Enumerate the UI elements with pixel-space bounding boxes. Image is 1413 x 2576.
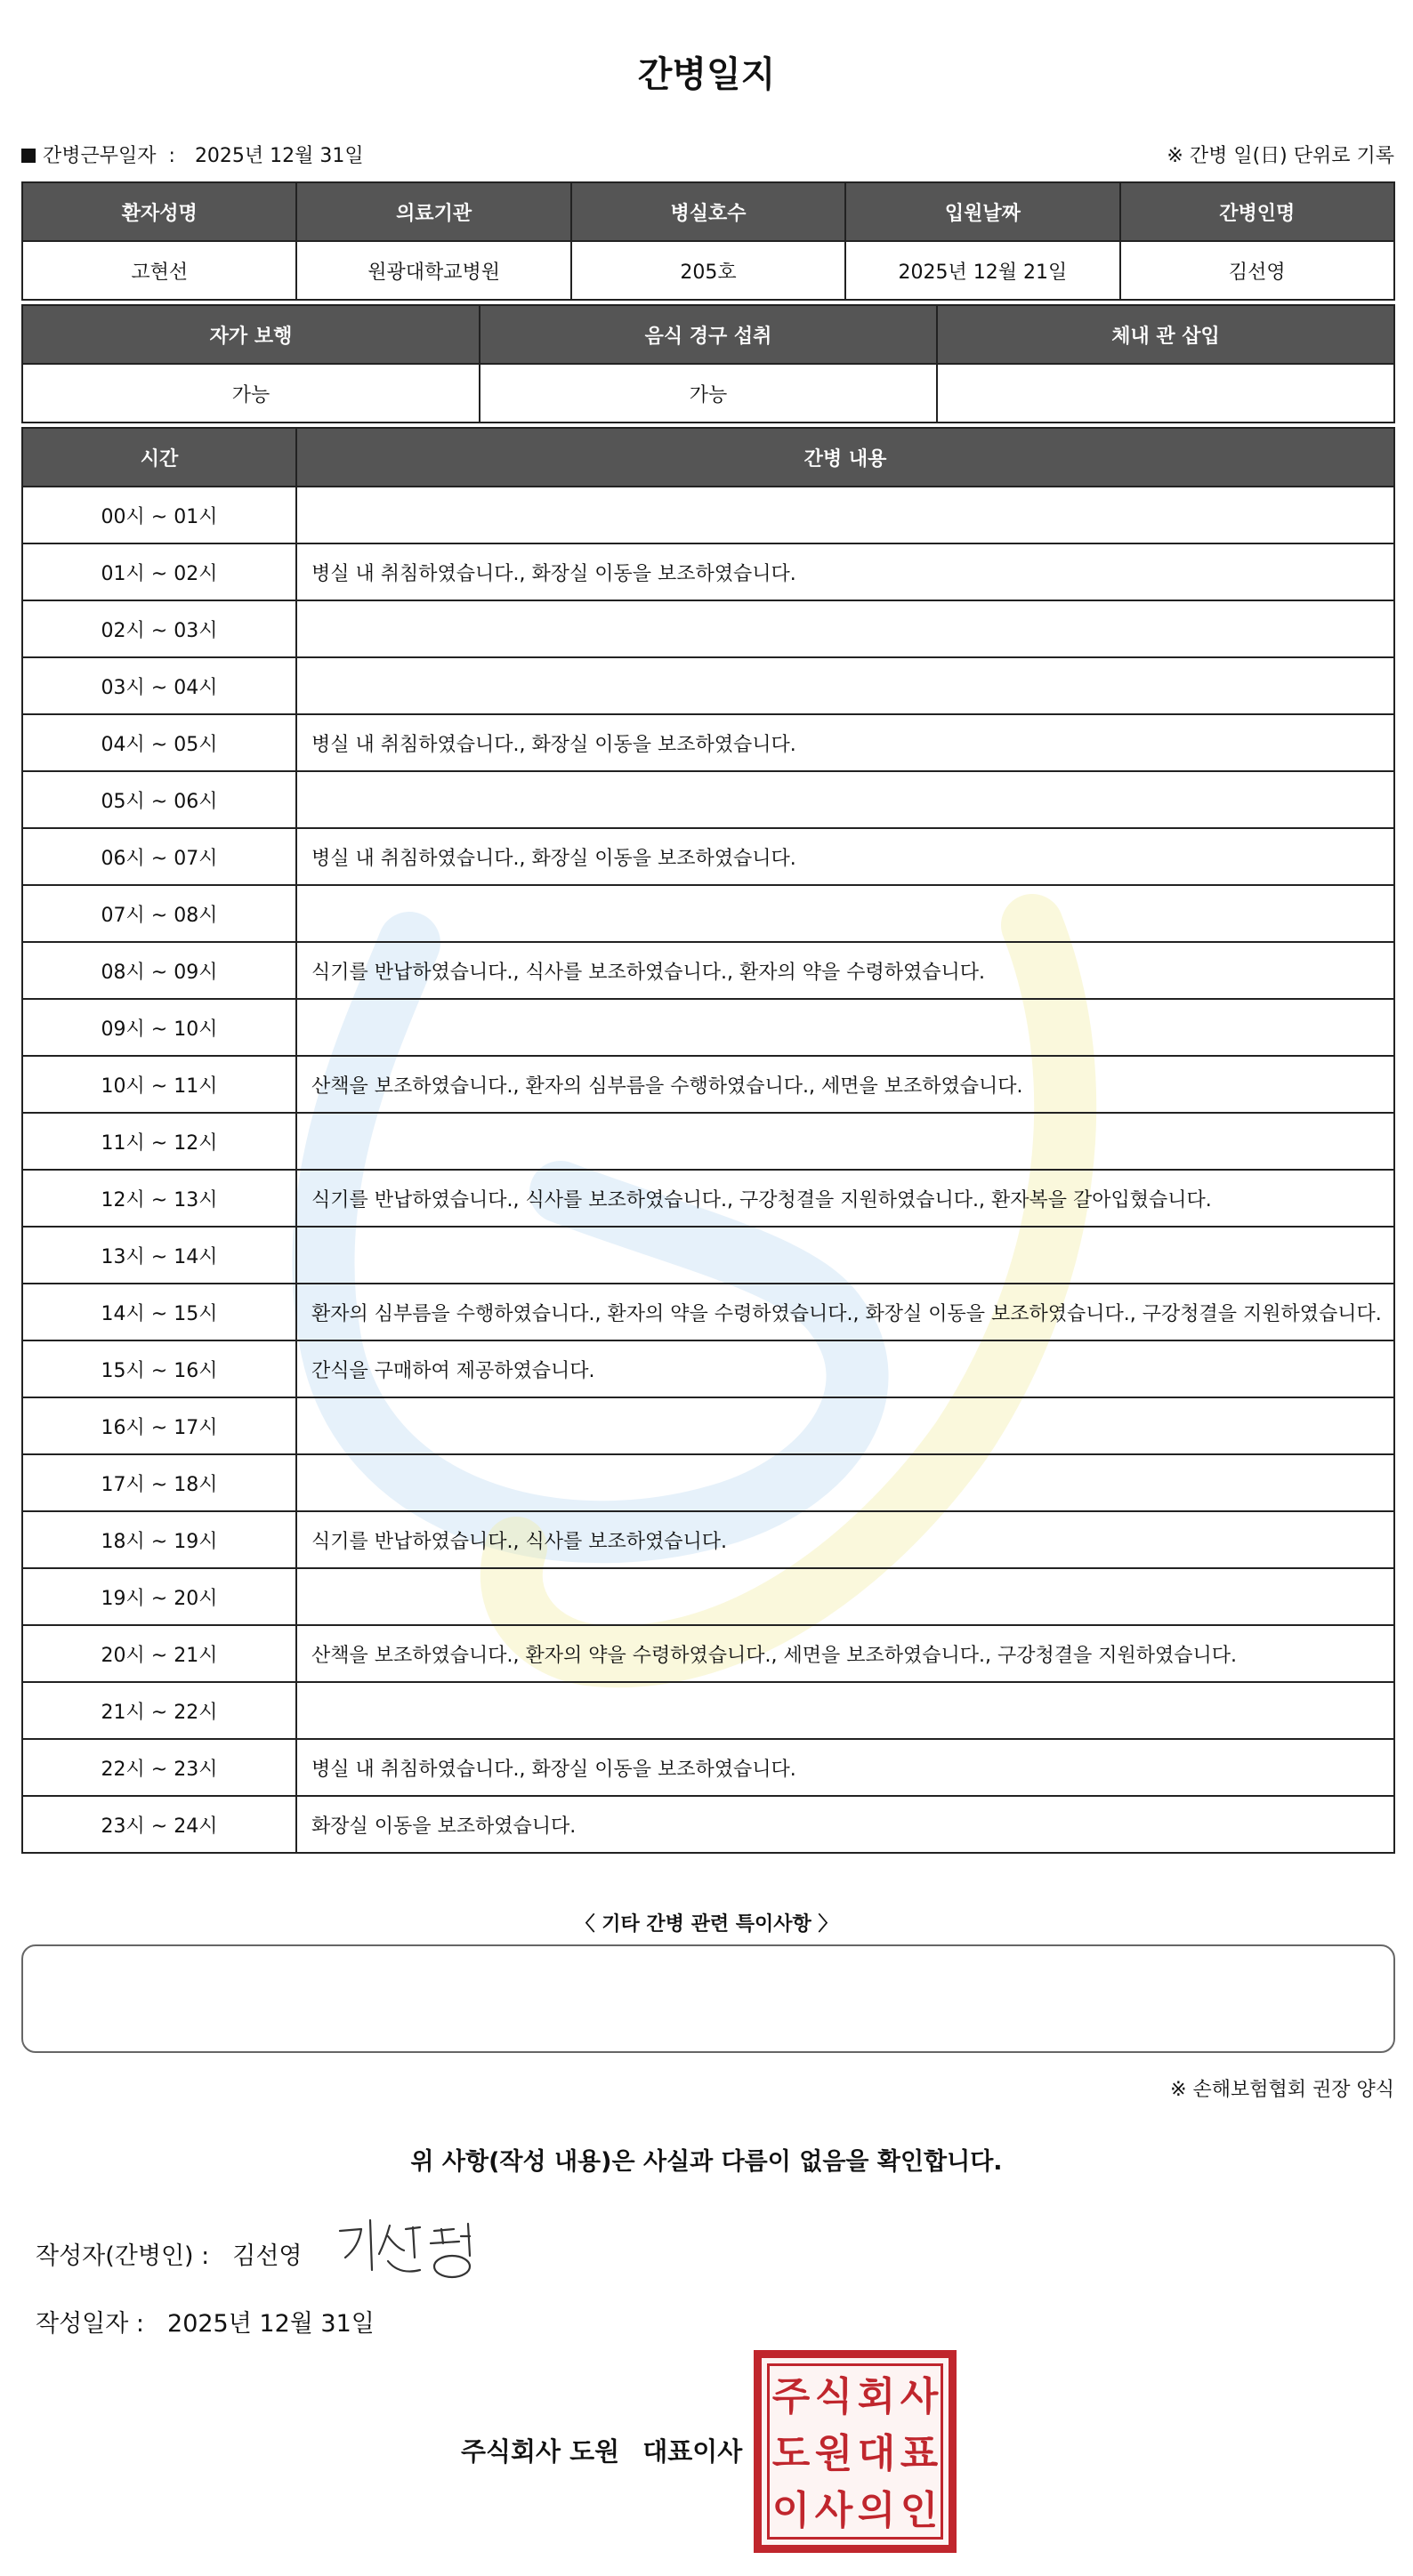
company-line (461, 2432, 742, 2468)
confirmation-statement: 위 사항(작성 내용)은 사실과 다름이 없음을 확인합니다. (410, 2148, 1003, 2176)
time-cell: 17시 ~ 18시 (22, 1454, 296, 1511)
table-row (22, 1568, 1394, 1625)
time-cell: 23시 ~ 24시 (22, 1796, 296, 1853)
time-cell: 12시 ~ 13시 (22, 1170, 296, 1227)
care-content-cell (296, 1227, 1394, 1284)
time-cell: 16시 ~ 17시 (22, 1397, 296, 1454)
header-hospital: 의료기관 (296, 182, 570, 241)
time-cell: 21시 ~ 22시 (22, 1682, 296, 1739)
table-row (22, 1454, 1394, 1511)
table-row (22, 1056, 1394, 1113)
care-content-cell (296, 999, 1394, 1056)
care-content-cell: 간식을 구매하여 제공하였습니다. (296, 1340, 1394, 1397)
table-row (22, 999, 1394, 1056)
care-content-cell (296, 600, 1394, 657)
time-cell: 06시 ~ 07시 (22, 828, 296, 885)
patient-name: 고현선 (22, 241, 296, 300)
page-title: 간병일지 (637, 54, 776, 95)
writer-line (36, 2236, 303, 2271)
care-content-cell (296, 657, 1394, 714)
admission-date: 2025년 12월 21일 (845, 241, 1119, 300)
time-cell: 19시 ~ 20시 (22, 1568, 296, 1625)
table-row (22, 942, 1394, 999)
square-bullet-icon (21, 149, 36, 163)
care-content-cell: 환자의 심부름을 수행하였습니다., 환자의 약을 수령하였습니다., 화장실 이동을 보조하였습니다., 구강청결을 지원하였습니다. (296, 1284, 1394, 1340)
table-row (22, 1340, 1394, 1397)
care-content-cell (296, 1113, 1394, 1170)
seal-char: 원 (814, 2431, 853, 2476)
table-row (22, 771, 1394, 828)
company-seal-stamp (754, 2350, 957, 2553)
care-content-cell (296, 1454, 1394, 1511)
handwritten-signature (335, 2211, 486, 2284)
hospital-name: 원광대학교병원 (296, 241, 570, 300)
care-content-cell (296, 885, 1394, 942)
seal-char: 인 (900, 2488, 939, 2533)
table-row (22, 1113, 1394, 1170)
caregiver-name: 김선영 (1120, 241, 1394, 300)
table-row (22, 1397, 1394, 1454)
table-row (22, 1739, 1394, 1796)
time-cell: 13시 ~ 14시 (22, 1227, 296, 1284)
time-cell: 07시 ~ 08시 (22, 885, 296, 942)
care-content-cell: 식기를 반납하였습니다., 식사를 보조하였습니다. (296, 1511, 1394, 1568)
written-date-value: 2025년 12월 31일 (167, 2310, 375, 2338)
header-oral-intake: 음식 경구 섭취 (480, 305, 937, 364)
table-row (22, 487, 1394, 543)
table-row (22, 1682, 1394, 1739)
time-cell: 22시 ~ 23시 (22, 1739, 296, 1796)
ability-table (21, 304, 1395, 423)
seal-row (771, 2486, 940, 2536)
time-cell: 02시 ~ 03시 (22, 600, 296, 657)
seal-char: 표 (900, 2431, 939, 2476)
time-cell: 09시 ~ 10시 (22, 999, 296, 1056)
seal-row (771, 2429, 940, 2479)
care-content-cell: 산책을 보조하였습니다., 환자의 심부름을 수행하였습니다., 세면을 보조하였습니다. (296, 1056, 1394, 1113)
care-content-cell (296, 1568, 1394, 1625)
care-content-cell: 식기를 반납하였습니다., 식사를 보조하였습니다., 환자의 약을 수령하였습니다. (296, 942, 1394, 999)
seal-row (771, 2372, 940, 2422)
care-content-cell: 화장실 이동을 보조하였습니다. (296, 1796, 1394, 1853)
time-cell: 15시 ~ 16시 (22, 1340, 296, 1397)
table-row (22, 1284, 1394, 1340)
work-date-value: 2025년 12월 31일 (194, 145, 364, 167)
care-content-cell: 병실 내 취침하였습니다., 화장실 이동을 보조하였습니다. (296, 543, 1394, 600)
table-row (22, 885, 1394, 942)
time-cell: 10시 ~ 11시 (22, 1056, 296, 1113)
form-source-note: ※ 손해보험협회 권장 양식 (1170, 2079, 1394, 2101)
time-cell: 03시 ~ 04시 (22, 657, 296, 714)
unit-note: ※ 간병 일(日) 단위로 기록 (1167, 145, 1394, 167)
table-row (22, 1170, 1394, 1227)
header-caregiver-name: 간병인명 (1120, 182, 1394, 241)
care-content-cell (296, 1397, 1394, 1454)
table-row (22, 1227, 1394, 1284)
company-name: 주식회사 도원 (461, 2436, 620, 2467)
time-cell: 11시 ~ 12시 (22, 1113, 296, 1170)
time-cell: 05시 ~ 06시 (22, 771, 296, 828)
special-notes-title: 〈 기타 간병 관련 특이사항 〉 (575, 1913, 838, 1936)
special-notes-box (21, 1944, 1395, 2053)
table-row (22, 1511, 1394, 1568)
writer-label: 작성자(간병인) : (36, 2242, 210, 2270)
table-row (22, 1625, 1394, 1682)
written-date-label: 작성일자 : (36, 2310, 145, 2338)
seal-char: 사 (814, 2488, 853, 2533)
tube-insertion-value (937, 364, 1394, 423)
representative-title: 대표이사 (642, 2436, 743, 2467)
care-content-cell: 식기를 반납하였습니다., 식사를 보조하였습니다., 구강청결을 지원하였습니다., 환자복을 갈아입혔습니다. (296, 1170, 1394, 1227)
care-content-cell (296, 487, 1394, 543)
care-content-cell (296, 771, 1394, 828)
seal-char: 회 (857, 2374, 896, 2419)
table-row (22, 543, 1394, 600)
seal-char: 도 (771, 2431, 811, 2476)
header-admission-date: 입원날짜 (845, 182, 1119, 241)
patient-info-table (21, 181, 1395, 301)
care-content-cell: 병실 내 취침하였습니다., 화장실 이동을 보조하였습니다. (296, 714, 1394, 771)
time-cell: 18시 ~ 19시 (22, 1511, 296, 1568)
header-care-content: 간병 내용 (296, 428, 1394, 487)
time-cell: 00시 ~ 01시 (22, 487, 296, 543)
room-number: 205호 (571, 241, 845, 300)
seal-char: 사 (900, 2374, 939, 2419)
header-patient-name: 환자성명 (22, 182, 296, 241)
table-row (22, 714, 1394, 771)
seal-char: 의 (857, 2488, 896, 2533)
table-row (22, 600, 1394, 657)
seal-char: 이 (771, 2488, 811, 2533)
time-cell: 01시 ~ 02시 (22, 543, 296, 600)
header-self-walking: 자가 보행 (22, 305, 480, 364)
time-cell: 08시 ~ 09시 (22, 942, 296, 999)
time-cell: 20시 ~ 21시 (22, 1625, 296, 1682)
header-room: 병실호수 (571, 182, 845, 241)
care-content-cell: 산책을 보조하였습니다., 환자의 약을 수령하였습니다., 세면을 보조하였습니다., 구강청결을 지원하였습니다. (296, 1625, 1394, 1682)
seal-char: 대 (857, 2431, 896, 2476)
table-row (22, 828, 1394, 885)
time-cell: 04시 ~ 05시 (22, 714, 296, 771)
header-time: 시간 (22, 428, 296, 487)
seal-char: 주 (771, 2374, 811, 2419)
care-content-cell: 병실 내 취침하였습니다., 화장실 이동을 보조하였습니다. (296, 1739, 1394, 1796)
table-row (22, 1796, 1394, 1853)
work-date-label: 간병근무일자 (43, 145, 157, 167)
written-date-line (36, 2304, 375, 2339)
time-cell: 14시 ~ 15시 (22, 1284, 296, 1340)
care-content-cell (296, 1682, 1394, 1739)
header-tube-insertion: 체내 관 삽입 (937, 305, 1394, 364)
writer-name: 김선영 (232, 2242, 303, 2270)
care-content-cell: 병실 내 취침하였습니다., 화장실 이동을 보조하였습니다. (296, 828, 1394, 885)
care-log-table (21, 427, 1395, 1854)
work-date-line (21, 141, 364, 168)
seal-char: 식 (814, 2374, 853, 2419)
table-row (22, 657, 1394, 714)
oral-intake-value: 가능 (480, 364, 937, 423)
work-date-colon: : (168, 145, 175, 167)
self-walking-value: 가능 (22, 364, 480, 423)
